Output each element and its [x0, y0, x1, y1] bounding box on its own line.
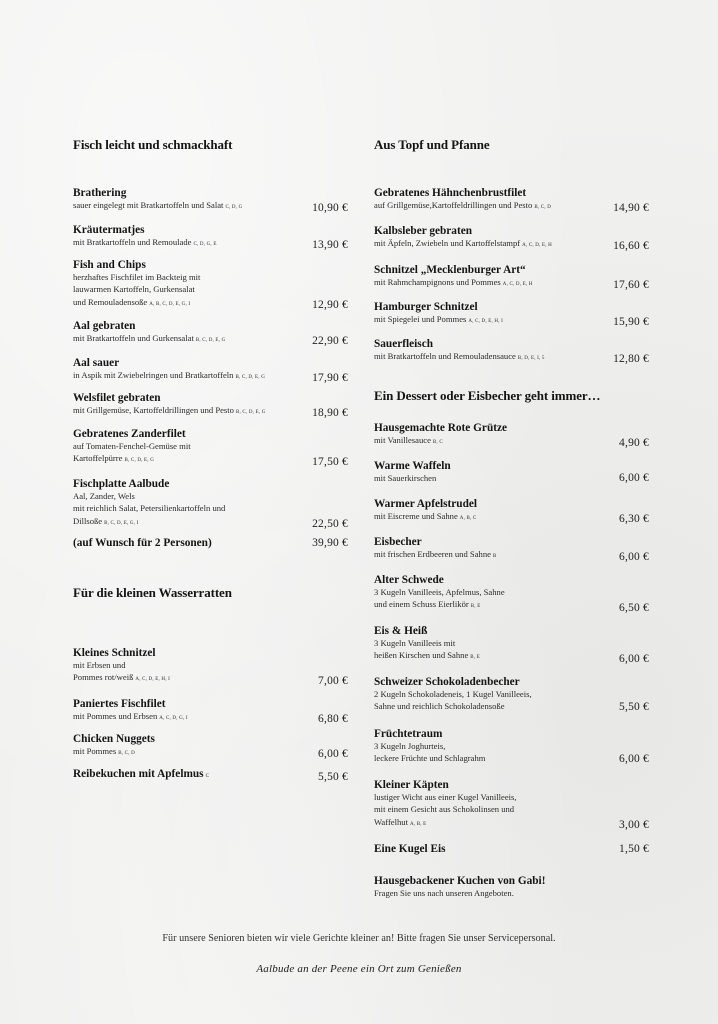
allergen-codes: A, B, C	[459, 516, 477, 521]
menu-item-price: 17,50 €	[312, 455, 348, 468]
allergen-codes: B, C, D, E, G	[124, 458, 155, 464]
menu-item-description-text: Fragen Sie uns nach unseren Angeboten.	[374, 888, 514, 898]
menu-item-description-text: mit Erbsen und	[73, 660, 126, 670]
menu-item-description-text: auf Tomaten-Fenchel-Gemüse mit	[73, 441, 191, 451]
menu-item-description-text: 3 Kugeln Vanilleeis mit	[374, 638, 456, 648]
menu-item	[374, 779, 649, 831]
menu-item-description	[73, 236, 293, 251]
menu-item	[374, 625, 649, 665]
menu-item	[374, 460, 649, 484]
section-title-fish: Fisch leicht und schmackhaft	[73, 137, 233, 152]
allergen-codes: B	[492, 554, 497, 559]
menu-item-name	[374, 460, 649, 472]
allergen-codes: C, D, G, E	[193, 242, 217, 247]
menu-item-name-text: Gebratenes Zanderfilet	[73, 428, 186, 440]
menu-item-name-text: Schweizer Schokoladenbecher	[374, 676, 520, 688]
menu-item-description	[73, 659, 293, 671]
menu-item-name-text: Paniertes Fischfilet	[73, 698, 166, 710]
allergen-codes: A, C, D, G, I	[159, 716, 188, 721]
menu-item-name-text: Fish and Chips	[73, 259, 146, 271]
menu-item	[73, 647, 348, 687]
menu-item-description-text: Waffelhut	[374, 816, 408, 827]
menu-item-price: 17,60 €	[613, 279, 649, 292]
menu-item-name-text: Eis & Heiß	[374, 625, 428, 637]
menu-item-description-text: und einem Schuss Eierlikör	[374, 599, 469, 610]
menu-item-description	[374, 199, 594, 214]
menu-item-description	[374, 700, 594, 712]
section-title-dessert: Ein Dessert oder Eisbecher geht immer…	[374, 388, 601, 403]
menu-item-price: 5,50 €	[318, 771, 348, 783]
menu-item-name-text: (auf Wunsch für 2 Personen)	[73, 537, 212, 549]
menu-item-description	[374, 740, 594, 752]
menu-item	[374, 187, 649, 214]
menu-item-name	[374, 187, 649, 199]
menu-item-price: 10,90 €	[312, 202, 348, 215]
menu-item-description	[374, 637, 594, 649]
menu-item-name	[73, 320, 348, 332]
allergen-codes: B, C, D, E, G	[235, 375, 266, 380]
menu-item-description	[374, 313, 594, 328]
menu-item-description	[374, 598, 594, 613]
menu-item-description	[73, 369, 293, 384]
menu-item-description-text: auf Grillgemüse,Kartoffeldrillingen und Pesto	[374, 200, 533, 210]
menu-item	[374, 728, 649, 765]
menu-item-name-text: Kalbsleber gebraten	[374, 225, 473, 237]
menu-item-price: 6,00 €	[619, 652, 649, 665]
menu-item-name	[374, 574, 649, 586]
menu-item-description	[73, 440, 293, 452]
menu-item	[374, 301, 649, 328]
menu-item-name	[73, 733, 348, 745]
menu-item-price: 7,00 €	[318, 674, 348, 687]
menu-item-name	[374, 625, 649, 637]
allergen-codes: A, C, D, E, H, I	[468, 319, 503, 324]
menu-item	[374, 574, 649, 614]
menu-item-name-text: Früchtetraum	[374, 728, 443, 740]
menu-item-price: 3,00 €	[619, 818, 649, 831]
menu-item	[73, 698, 348, 725]
menu-item-description	[374, 803, 594, 815]
menu-item-price: 22,90 €	[312, 335, 348, 348]
menu-item	[73, 187, 348, 214]
menu-item-price: 12,80 €	[613, 353, 649, 366]
menu-item-price: 6,30 €	[619, 513, 649, 526]
menu-item-description	[374, 791, 594, 803]
menu-item-name-text: Warmer Apfelstrudel	[374, 498, 478, 510]
menu-item-description-text: 3 Kugeln Joghurteis,	[374, 741, 446, 751]
menu-item	[374, 843, 649, 855]
menu-item-description-text: mit einem Gesicht aus Schokolinsen und	[374, 804, 515, 815]
menu-item	[73, 357, 348, 384]
menu-item	[73, 478, 348, 530]
menu-item-description	[73, 490, 293, 502]
menu-item-description-text: mit Bratkartoffeln und Remoulade	[73, 237, 192, 247]
allergen-codes: C, D, G	[225, 205, 243, 210]
menu-item	[73, 320, 348, 347]
menu-item-description	[73, 332, 293, 347]
menu-item-name	[374, 338, 649, 350]
menu-item-price: 6,00 €	[619, 551, 649, 564]
menu-item	[73, 224, 348, 251]
menu-item	[73, 392, 348, 419]
menu-item-price: 15,90 €	[613, 316, 649, 329]
menu-item-description-text: sauer eingelegt mit Bratkartoffeln und Salat	[73, 200, 224, 210]
menu-item-name	[374, 264, 649, 276]
menu-item-description	[374, 887, 594, 899]
menu-item-description-text: Pommes rot/weiß	[73, 672, 134, 683]
menu-item-description	[73, 710, 293, 725]
menu-item-name-text: Hausgemachte Rote Grütze	[374, 422, 508, 434]
menu-item-description-text: mit Bratkartoffeln und Remouladensauce	[374, 351, 516, 361]
menu-item	[374, 422, 649, 449]
menu-item	[374, 536, 649, 563]
menu-item-description	[73, 515, 293, 530]
menu-item-name	[374, 422, 649, 434]
menu-item-description-text: Dillsoße	[73, 515, 103, 526]
menu-item-description	[374, 434, 594, 449]
menu-item-name	[73, 537, 348, 549]
menu-item-description-text: Kartoffelpürre	[73, 453, 123, 464]
allergen-codes: B, C, D, E, G	[195, 338, 226, 343]
allergen-codes: C	[205, 774, 209, 779]
allergen-codes: B, D, E, I, 5	[517, 356, 545, 361]
menu-item-description	[374, 276, 594, 291]
menu-item	[73, 537, 348, 549]
allergen-codes: B, C, D	[534, 205, 552, 210]
menu-item-description	[374, 237, 594, 252]
menu-item-description	[374, 752, 594, 764]
menu-item-name-text: Gebratenes Hähnchenbrustfilet	[374, 187, 527, 199]
footer-note: Für unsere Senioren bieten wir viele Gerichte kleiner an! Bitte fragen Sie unser Servicepersonal.	[162, 933, 556, 944]
menu-item-price: 17,90 €	[312, 372, 348, 385]
menu-item-name-text: Aal gebraten	[73, 320, 136, 332]
menu-item-price: 6,50 €	[619, 601, 649, 614]
allergen-codes: B, E	[470, 604, 481, 610]
menu-item-description	[73, 404, 293, 419]
menu-item-description-text: in Aspik mit Zwiebelringen und Bratkartoffeln	[73, 370, 234, 380]
menu-item-description	[374, 816, 594, 831]
menu-item-price: 4,90 €	[619, 437, 649, 450]
menu-item-name	[73, 768, 348, 783]
menu-item	[374, 264, 649, 291]
menu-item-description-text: mit Grillgemüse, Kartoffeldrillingen und Pesto	[73, 405, 234, 415]
menu-item-description	[73, 296, 293, 311]
menu-item-price: 16,60 €	[613, 240, 649, 253]
menu-item-description-text: lauwarmen Kartoffeln, Gurkensalat	[73, 284, 195, 295]
menu-item-price: 6,00 €	[318, 748, 348, 761]
allergen-codes: B, C	[432, 440, 443, 445]
menu-item-name	[374, 875, 649, 887]
menu-item-description-text: herzhaftes Fischfilet im Backteig mit	[73, 272, 201, 282]
menu-item-description-text: mit Vanillesauce	[374, 435, 431, 445]
menu-item-name-text: Hausgebackener Kuchen von Gabi!	[374, 875, 546, 887]
menu-item-price: 18,90 €	[312, 407, 348, 420]
menu-item-description	[374, 649, 594, 664]
menu-item-name	[374, 843, 649, 855]
menu-item	[374, 875, 649, 899]
allergen-codes: B, E	[470, 655, 480, 661]
menu-item-description-text: lustiger Wicht aus einer Kugel Vanilleeis,	[374, 792, 517, 802]
menu-item-name-text: Kräutermatjes	[73, 224, 145, 236]
allergen-codes: A, B, C, D, E, G, I	[149, 301, 191, 307]
menu-item-price: 5,50 €	[619, 700, 649, 713]
menu-item-name	[374, 301, 649, 313]
menu-item-description	[374, 586, 594, 598]
menu-item-name-text: Reibekuchen mit Apfelmus	[73, 768, 204, 780]
menu-item-description-text: mit reichlich Salat, Petersilienkartoffeln und	[73, 503, 226, 514]
menu-item-name-text: Fischplatte Aalbude	[73, 478, 170, 490]
menu-item-description	[374, 548, 594, 563]
menu-item-price: 14,90 €	[613, 202, 649, 215]
menu-item-name	[374, 498, 649, 510]
menu-item-name-text: Schnitzel „Mecklenburger Art“	[374, 264, 526, 276]
menu-item-price: 13,90 €	[312, 239, 348, 252]
menu-item	[73, 733, 348, 760]
menu-item-name	[374, 779, 649, 791]
menu-item-name	[73, 698, 348, 710]
menu-item	[374, 225, 649, 252]
allergen-codes: B, C, D, E, G, I	[104, 520, 139, 526]
menu-item-description	[73, 502, 293, 514]
section-title-kids: Für die kleinen Wasserratten	[73, 585, 232, 600]
allergen-codes: B, C, D	[118, 751, 135, 756]
footer-signature: Aalbude an der Peene ein Ort zum Genießen	[256, 963, 462, 975]
menu-item-description-text: mit frischen Erdbeeren und Sahne	[374, 549, 491, 559]
allergen-codes: A, B, E	[410, 821, 427, 827]
menu-item-name	[73, 647, 348, 659]
menu-item-description-text: mit Sauerkirschen	[374, 473, 437, 483]
menu-item-description-text: mit Rahmchampignons und Pommes	[374, 277, 501, 287]
menu-item-name-text: Aal sauer	[73, 357, 120, 369]
menu-item-name-text: Kleines Schnitzel	[73, 647, 156, 659]
menu-item-name-text: Warme Waffeln	[374, 460, 451, 472]
menu-item-description-text: heißen Kirschen und Sahne	[374, 650, 469, 661]
section-title-pan: Aus Topf und Pfanne	[374, 137, 490, 152]
menu-item-description	[374, 472, 594, 484]
menu-item-description-text: mit Bratkartoffeln und Gurkensalat	[73, 333, 194, 343]
menu-item-name	[73, 187, 348, 199]
allergen-codes: B, C, D, E, G	[235, 410, 266, 415]
menu-item-description-text: mit Spiegelei und Pommes	[374, 314, 467, 324]
menu-item-price: 12,90 €	[312, 298, 348, 311]
menu-item-price: 6,00 €	[619, 752, 649, 765]
menu-item-description	[73, 671, 293, 686]
menu-item-name	[73, 259, 348, 271]
menu-item-name-text: Alter Schwede	[374, 574, 444, 586]
menu-item-description	[73, 452, 293, 467]
menu-item-price: 39,90 €	[312, 537, 348, 549]
menu-item-description	[73, 283, 293, 295]
menu-item-name	[73, 478, 348, 490]
menu-item-name-text: Brathering	[73, 187, 127, 199]
allergen-codes: A, C, D, E, H, I	[135, 677, 170, 683]
allergen-codes: A, C, D, E, H	[522, 243, 552, 248]
menu-item-price: 6,80 €	[318, 713, 348, 726]
menu-item-description-text: 3 Kugeln Vanilleeis, Apfelmus, Sahne	[374, 587, 505, 597]
menu-item	[73, 768, 348, 783]
menu-item-name	[374, 536, 649, 548]
menu-item-description-text: 2 Kugeln Schokoladeneis, 1 Kugel Vanilleeis,	[374, 689, 532, 699]
menu-item-description-text: mit Pommes	[73, 746, 117, 756]
menu-item	[73, 259, 348, 311]
menu-item	[374, 676, 649, 713]
allergen-codes: A, C, D, E, H	[502, 282, 533, 287]
menu-item-name	[374, 676, 649, 688]
menu-item-name	[374, 225, 649, 237]
menu-item-name	[73, 357, 348, 369]
menu-item	[374, 338, 649, 365]
menu-item-name-text: Chicken Nuggets	[73, 733, 155, 745]
menu-item-name-text: Welsfilet gebraten	[73, 392, 161, 404]
menu-item-name	[73, 428, 348, 440]
menu-item-description-text: mit Eiscreme und Sahne	[374, 511, 458, 521]
menu-item-description-text: mit Pommes und Erbsen	[73, 711, 158, 721]
menu-item-description-text: und Remouladensoße	[73, 296, 148, 307]
menu-item-description	[374, 350, 594, 365]
menu-item-name-text: Hamburger Schnitzel	[374, 301, 478, 313]
menu-item-name-text: Kleiner Käpten	[374, 779, 449, 791]
menu-item-price: 1,50 €	[619, 843, 649, 855]
menu-item-description	[374, 510, 594, 525]
menu-item-description	[73, 199, 293, 214]
menu-item-name	[73, 224, 348, 236]
menu-item-name-text: Eisbecher	[374, 536, 422, 548]
menu-item-description-text: mit Äpfeln, Zwiebeln und Kartoffelstampf	[374, 238, 521, 248]
menu-item-description	[73, 271, 293, 283]
menu-item-name	[374, 728, 649, 740]
menu-item-price: 6,00 €	[619, 472, 649, 485]
menu-item-description	[374, 688, 594, 700]
menu-item	[374, 498, 649, 525]
menu-item-description-text: leckere Früchte und Schlagrahm	[374, 753, 486, 764]
menu-item-price: 22,50 €	[312, 517, 348, 530]
menu-item-description-text: Sahne und reichlich Schokoladensoße	[374, 701, 505, 712]
menu-item	[73, 428, 348, 468]
menu-item-description	[73, 745, 293, 760]
menu-item-name-text: Sauerfleisch	[374, 338, 433, 350]
menu-item-description-text: Aal, Zander, Wels	[73, 491, 135, 501]
menu-item-name-text: Eine Kugel Eis	[374, 843, 446, 855]
menu-item-name	[73, 392, 348, 404]
